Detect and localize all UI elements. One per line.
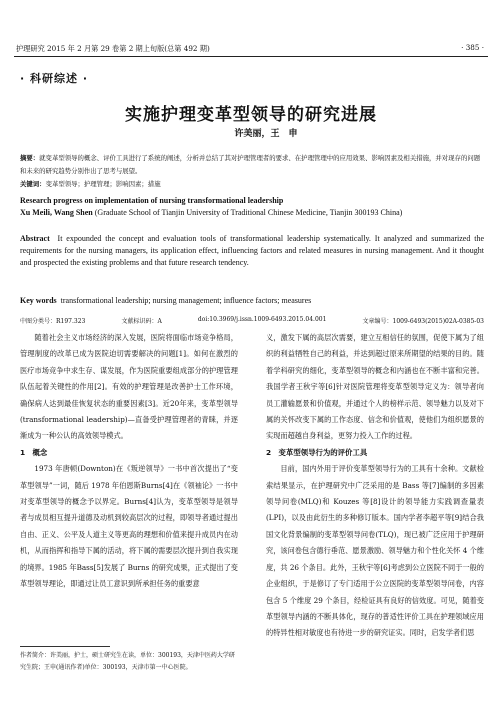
doi: doi:10.3969/j.issn.1009-6493.2015.04.001 bbox=[197, 316, 327, 323]
body-column-right bbox=[266, 330, 484, 642]
en-abstract-text: It expounded the concept and evaluation tools of transformational leadership systematically. It analyzed and summarized the requirements for the nursing managers, its application effect, influencing factors and related measures in nursing management. And it thought and prospected the existing problems and that future research tendency. bbox=[20, 234, 485, 267]
en-author-names: Xu Meili, Wang Shen bbox=[20, 208, 93, 217]
en-authors bbox=[20, 207, 484, 219]
cn-abstract-text: 就变革型领导的概念、评价工具进行了系统的阐述，分析并总结了其对护理管理者的要求、在护理管理中的应用效果、影响因素及相关措施，并对现存的问题和未来的研究趋势分别作出了思考与展望。 bbox=[20, 154, 481, 175]
cn-keywords bbox=[20, 178, 484, 191]
cn-abstract bbox=[20, 152, 484, 178]
en-affiliation: (Graduate School of Tianjin University of Traditional Chinese Medicine, Tianjin 300193 China) bbox=[94, 208, 403, 217]
header-rule bbox=[14, 56, 488, 57]
doc-code: 文献标识码：A bbox=[121, 318, 162, 325]
clc-number: 中图分类号：R197.323 bbox=[20, 318, 86, 325]
section-tag: · 科研综述 · bbox=[20, 72, 89, 85]
cn-keywords-label: 关键词： bbox=[20, 180, 46, 188]
page-number: · 385 · bbox=[461, 43, 484, 52]
authors: 许美丽，王 申 bbox=[234, 129, 298, 139]
en-abstract bbox=[20, 233, 484, 269]
en-abstract-label: Abstract bbox=[20, 234, 50, 243]
paragraph: 随着社会主义市场经济的深入发展，医院将面临市场竞争格局，管理制度的改革已成为医院迫切需要解决的问题[1]。如何在激烈的医疗市场竞争中求生存、谋发展，作为医院重要组成部分的护理管理队伍起着关键性的作用[2]。有效的护理管理是改善护士工作环境，确保病人达到最佳恢复状态的重要因素[3]。近20年来，变革型领导(transformational leadership)—直备受护理管理者的青睐，并逐渐成为一种公认的高效领导模式。 bbox=[20, 333, 238, 441]
running-header-journal: 护理研究 2015 年 2 月第 29 卷第 2 期上旬版(总第 492 期) bbox=[16, 44, 210, 53]
author-footnote: 作者简介：许美丽，护士，硕士研究生在读，单位：300193，天津中医药大学研究生院；王申(通讯作者)单位：300193，天津市第一中心医院。 bbox=[20, 652, 235, 671]
paragraph: 1973 年唐顿(Downton)在《叛逆领导》一书中首次提出了“变革型领导”一词，随后 1978 年伯恩斯Burns[4]在《领袖论》一书中对变革型领导的概念予以界定。Burns[4]认为，变革型领导是领导者与成员相互提升道德及动机到较高层次的过程，即领导者通过提出自由、正义、公平及人道主义等更高的理想和价值来提升成员内在动机，从而指挥和指导下属的活动，将下属的需要层次提升到自我实现的境界。1985 年Bass[5]发展了 Burns 的研究成果，正式提出了变革型领导理论，即通过让员工意识到所承担任务的重要意 bbox=[20, 464, 238, 589]
en-title: Research progress on implementation of nursing transformational leadership bbox=[20, 196, 284, 205]
en-keywords-label: Key words bbox=[20, 296, 57, 305]
article-number: 文章编号：1009-6493(2015)02A-0385-03 bbox=[362, 318, 484, 325]
body-column-left bbox=[20, 330, 238, 593]
en-keywords-text: transformational leadership; nursing management; influence factors; measures bbox=[60, 296, 312, 305]
en-keywords bbox=[20, 294, 484, 307]
cn-abstract-label: 摘要： bbox=[20, 154, 40, 162]
page-title: 实施护理变革型领导的研究进展 bbox=[125, 105, 377, 125]
footnote-rule bbox=[20, 646, 110, 647]
paragraph: 目前，国内外用于评价变革型领导行为的工具有十余种。文献检索结果显示，在护理研究中广泛采用的是 Bass 等[7]编制的多因素领导问卷(MLQ)和 Kouzes 等[8]设计的领导能力实践调查量表(LPI)，以及由此衍生的多种修订版本。国内学者李超平等[9]结合我国文化背景编制的变革型领导问卷(TLQ)，现已被广泛应用于护理研究，该问卷包含德行垂范、愿景激励、领导魅力和个性化关怀 4 个维度，共 26 个条目。此外，王秋宇等[6]考虑到公立医院不同于一般的企业组织，于是修订了专门适用于公立医院的变革型领导问卷，内容包含 5 个维度 29 个条目，经检证具有良好的信效度。可见，随着变革型领导内涵的不断具体化，现存的普适性评价工具在护理领域应用的特异性相对敏度也有待进一步的研究证实。同时，启发学者们思 bbox=[266, 464, 484, 638]
paragraph: 义，激发下属的高层次需要，建立互相信任的氛围，促使下属为了组织的利益牺牲自己的利益，并达到超过原来所期望的结果的目的。随着学科研究的细化，变革型领导的概念和内涵也在不断丰富和完善。我国学者王秋宇等[6]针对医院管理将变革型领导定义为：领导者向员工灌输愿景和价值观，并通过个人的榜样示范、领导魅力以及对下属的关怀改变下属的工作态度、信念和价值观，使他们为组织愿景的实现而超越自身利益，更努力投入工作的过程。 bbox=[266, 333, 484, 441]
article-meta bbox=[20, 316, 484, 325]
cn-keywords-text: 变革型领导；护理管理；影响因素；措施 bbox=[45, 180, 161, 188]
section-heading: 2 变革型领导行为的评价工具 bbox=[266, 447, 368, 457]
section-heading: 1 概念 bbox=[20, 447, 48, 457]
